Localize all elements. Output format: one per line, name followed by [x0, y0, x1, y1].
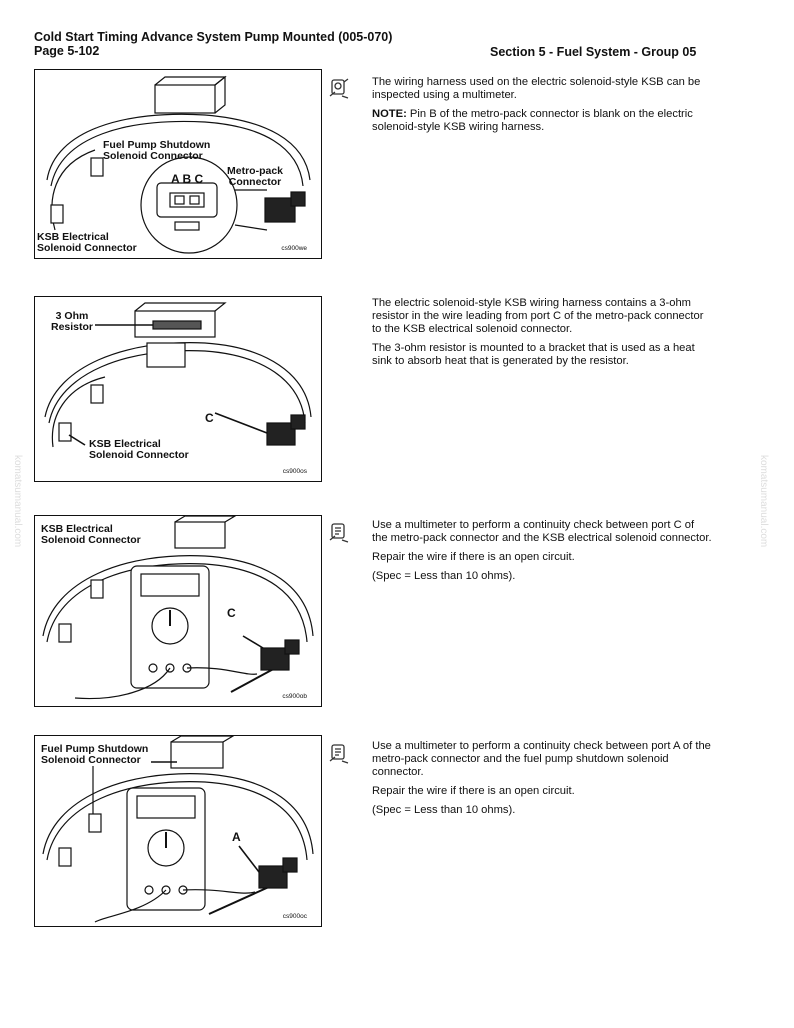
- test-icon: [328, 741, 350, 765]
- note-text: Pin B of the metro-pack connector is blank on the electric solenoid-style KSB wiring harness.: [372, 108, 693, 133]
- instruction-text-2: [372, 297, 712, 374]
- section-title: Section 5 - Fuel System - Group 05: [490, 45, 697, 59]
- instruction-text-1: [372, 76, 712, 140]
- paragraph: Repair the wire if there is an open circuit.: [372, 551, 575, 563]
- port-c-label: C: [205, 411, 214, 425]
- page-number: Page 5-102: [34, 44, 100, 58]
- ksb-solenoid-label: KSB Electrical Solenoid Connector: [37, 231, 137, 254]
- pin-abc-label: A B C: [171, 172, 204, 186]
- watermark-left: komatsumanual.com: [12, 455, 23, 548]
- port-c-label: C: [227, 606, 236, 620]
- page-header: [34, 30, 392, 58]
- paragraph: Use a multimeter to perform a continuity check between port C of the metro-pack connector and the KSB electrical solenoid connector.: [372, 519, 712, 544]
- port-a-label: A: [232, 830, 241, 844]
- figure-harness-overview: [34, 69, 322, 259]
- paragraph: The 3-ohm resistor is mounted to a bracket that is used as a heat sink to absorb heat that is generated by the resistor.: [372, 342, 695, 367]
- inspect-icon: [328, 76, 350, 100]
- watermark-right: komatsumanual.com: [758, 455, 769, 548]
- figure-code: cs900ob: [282, 693, 307, 700]
- fuel-pump-shutdown-label: Fuel Pump Shutdown Solenoid Connector: [103, 139, 211, 162]
- paragraph-spec: (Spec = Less than 10 ohms).: [372, 570, 516, 582]
- document-title: Cold Start Timing Advance System Pump Mounted (005-070): [34, 30, 393, 44]
- figure-resistor: [34, 296, 322, 482]
- figure-code: cs900oc: [282, 913, 307, 920]
- paragraph: The electric solenoid-style KSB wiring harness contains a 3-ohm resistor in the wire leading from port C of the metro-pack connector to the KSB electrical solenoid connector.: [372, 297, 704, 335]
- paragraph: Use a multimeter to perform a continuity check between port A of the metro-pack connector and the fuel pump shutdown solenoid connector.: [372, 740, 711, 778]
- figure-continuity-a: [34, 735, 322, 927]
- paragraph-spec: (Spec = Less than 10 ohms).: [372, 804, 516, 816]
- paragraph-note: [372, 108, 712, 134]
- ksb-solenoid-label: KSB Electrical Solenoid Connector: [89, 438, 189, 461]
- figure-code: cs900we: [281, 245, 307, 252]
- resistor-label: 3 Ohm Resistor: [51, 310, 94, 333]
- note-label: NOTE:: [372, 108, 407, 120]
- instruction-text-4: [372, 740, 712, 823]
- harness-illustration: [35, 70, 321, 258]
- figure-code: cs900os: [282, 468, 307, 475]
- ksb-solenoid-label: KSB Electrical Solenoid Connector: [41, 523, 141, 546]
- metro-pack-label: Metro-pack Connector: [227, 165, 284, 188]
- figure-continuity-c: [34, 515, 322, 707]
- instruction-text-3: [372, 519, 712, 589]
- paragraph: Repair the wire if there is an open circuit.: [372, 785, 575, 797]
- fuel-pump-shutdown-label: Fuel Pump Shutdown Solenoid Connector: [41, 743, 149, 766]
- test-icon: [328, 520, 350, 544]
- paragraph: The wiring harness used on the electric solenoid-style KSB can be inspected using a multimeter.: [372, 76, 701, 101]
